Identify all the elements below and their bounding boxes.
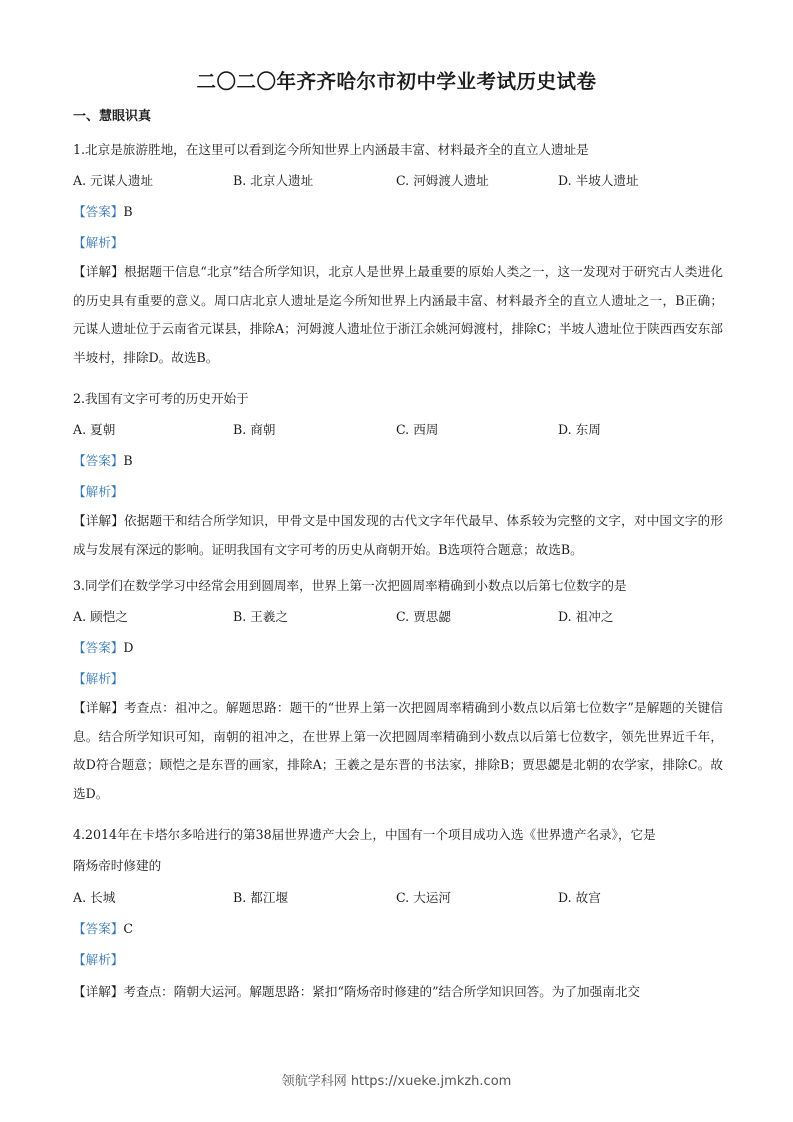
answer-value: B (123, 204, 133, 219)
question-2-option-c: C. 西周 (396, 422, 439, 437)
answer-tag: 【答案】 (73, 204, 124, 219)
question-1-option-d: D. 半坡人遗址 (558, 173, 639, 188)
page-footer-link[interactable]: 领航学科网 https://xueke.jmkzh.com (281, 1074, 512, 1089)
page-title: 二〇二〇年齐齐哈尔市初中学业考试历史试卷 (196, 70, 597, 93)
question-3-answer (73, 639, 133, 657)
question-3-stem: 3.同学们在数学学习中经常会用到圆周率，世界上第一次把圆周率精确到小数点以后第七位数字的是 (73, 578, 627, 593)
answer-value: C (123, 921, 134, 936)
question-3-option-d: D. 祖冲之 (558, 609, 614, 624)
answer-value: D (123, 640, 134, 655)
question-4-stem-line-1: 4.2014年在卡塔尔多哈进行的第38届世界遗产大会上，中国有一个项目成功入选《世界遗产名录》，它是 (73, 827, 656, 842)
question-2-option-b: B. 商朝 (233, 422, 276, 437)
answer-tag: 【答案】 (73, 453, 124, 468)
question-1-option-c: C. 河姆渡人遗址 (396, 173, 489, 188)
answer-value: B (123, 453, 133, 468)
question-3-option-b: B. 王羲之 (233, 609, 289, 624)
question-2-stem: 2.我国有文字可考的历史开始于 (73, 391, 249, 406)
question-4-option-c: C. 大运河 (396, 890, 451, 905)
question-1-option-a: A. 元谋人遗址 (73, 173, 154, 188)
question-4-stem-line-2: 隋炀帝时修建的 (73, 858, 162, 873)
question-2-answer (73, 452, 133, 470)
question-3-option-c: C. 贾思勰 (396, 609, 451, 624)
question-1-option-b: B. 北京人遗址 (233, 173, 314, 188)
question-4-option-b: B. 都江堰 (233, 890, 289, 905)
question-1-answer (73, 203, 133, 221)
question-1-detail: 【详解】根据题干信息“北京”结合所学知识，北京人是世界上最重要的原始人类之一，这一发现对于研究古人类进化的历史具有重要的意义。周口店北京人遗址是迄今所知世界上内涵最丰富、材料最齐全的直立人遗址之一，B正确；元谋人遗址位于云南省元谋县，排除A；河姆渡人遗址位于浙江余姚河姆渡村，排除C；半坡人遗址位于陕西西安东部半坡村，排除D。故选B。 (73, 264, 723, 365)
question-2-option-a: A. 夏朝 (73, 422, 116, 437)
question-1-analysis-tag: 【解析】 (73, 235, 124, 250)
question-3-option-a: A. 顾恺之 (73, 609, 128, 624)
question-4-detail: 【详解】考查点：隋朝大运河。解题思路：紧扣“隋炀帝时修建的”结合所学知识回答。为了加强南北交 (73, 984, 641, 999)
question-2-option-d: D. 东周 (558, 422, 601, 437)
question-4-option-d: D. 故宫 (558, 890, 601, 905)
question-4-analysis-tag: 【解析】 (73, 952, 124, 967)
question-1-stem: 1.北京是旅游胜地，在这里可以看到迄今所知世界上内涵最丰富、材料最齐全的直立人遗址是 (73, 142, 589, 157)
question-2-analysis-tag: 【解析】 (73, 484, 124, 499)
question-4-option-a: A. 长城 (73, 890, 116, 905)
answer-tag: 【答案】 (73, 921, 124, 936)
question-4-answer (73, 920, 133, 938)
section-heading: 一、慧眼识真 (73, 109, 152, 124)
question-3-detail: 【详解】考查点：祖冲之。解题思路：题干的“世界上第一次把圆周率精确到小数点以后第七位数字”是解题的关键信息。结合所学知识可知，南朝的祖冲之，在世界上第一次把圆周率精确到小数点以后第七位数字，领先世界近千年，故D符合题意；顾恺之是东晋的画家，排除A；王羲之是东晋的书法家，排除B；贾思勰是北朝的农学家，排除C。故选D。 (73, 700, 723, 801)
question-2-detail: 【详解】依据题干和结合所学知识，甲骨文是中国发现的古代文字年代最早、体系较为完整的文字，对中国文字的形成与发展有深远的影响。证明我国有文字可考的历史从商朝开始。B选项符合题意；故选B。 (73, 513, 723, 557)
answer-tag: 【答案】 (73, 640, 124, 655)
question-3-analysis-tag: 【解析】 (73, 671, 124, 686)
